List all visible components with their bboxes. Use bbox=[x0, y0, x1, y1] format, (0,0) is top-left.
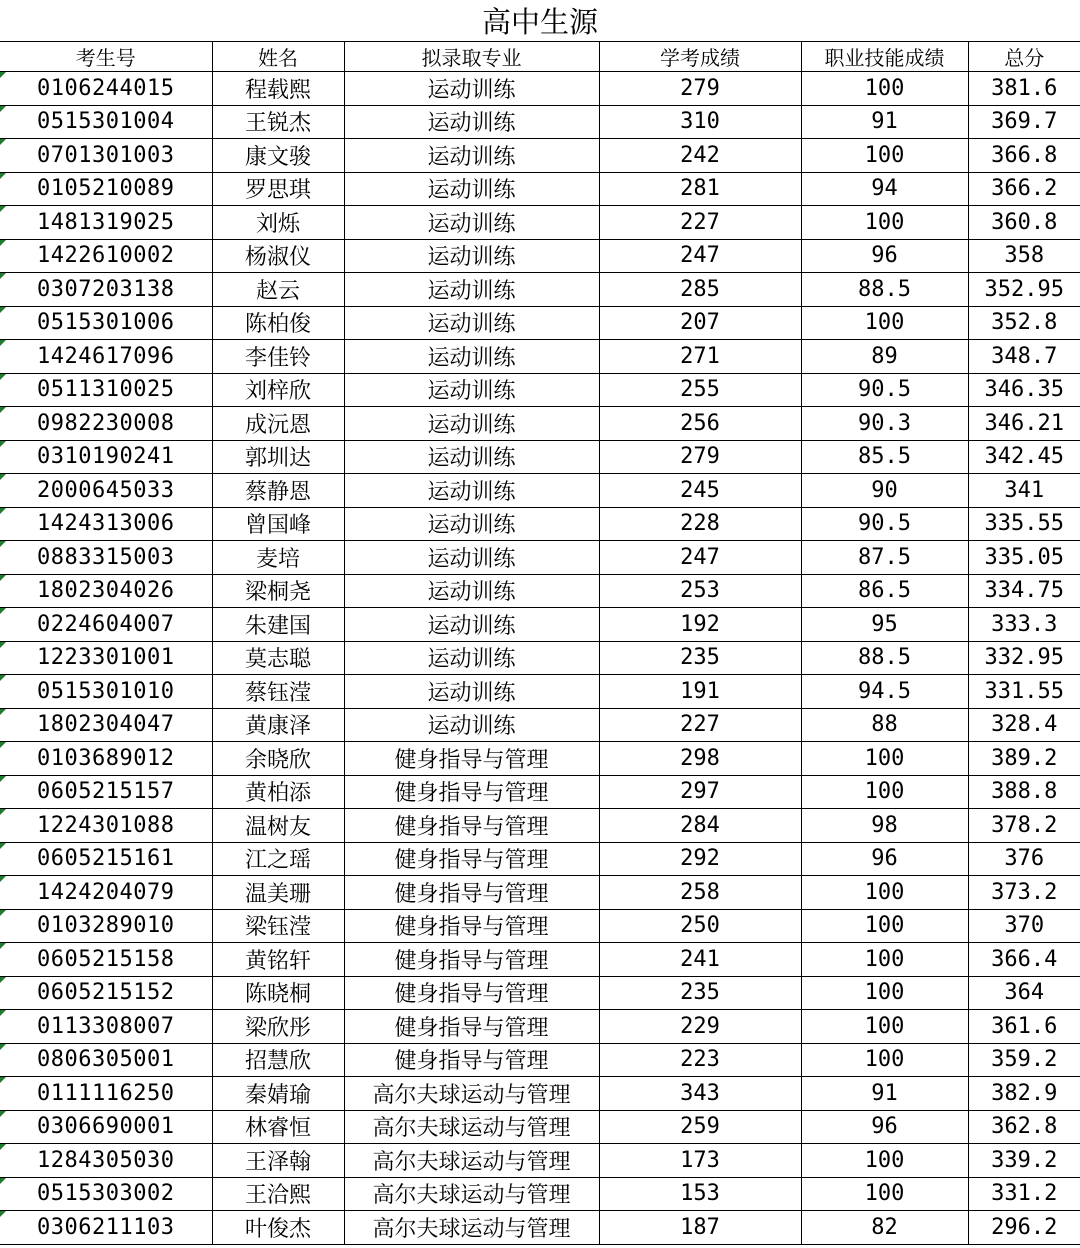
cell-major: 健身指导与管理 bbox=[344, 775, 599, 809]
cell-total-score: 376 bbox=[968, 842, 1080, 876]
cell-exam-id: 1224301088 bbox=[0, 809, 212, 843]
table-row bbox=[0, 440, 1080, 474]
cell-name: 朱建国 bbox=[212, 608, 344, 642]
cell-name: 王洽熙 bbox=[212, 1177, 344, 1211]
cell-total-score: 333.3 bbox=[968, 608, 1080, 642]
cell-exam-id: 0111116250 bbox=[0, 1077, 212, 1111]
cell-exam-id: 0605215157 bbox=[0, 775, 212, 809]
cell-skill-score: 100 bbox=[801, 1177, 968, 1211]
cell-total-score: 328.4 bbox=[968, 708, 1080, 742]
cell-major: 运动训练 bbox=[344, 574, 599, 608]
cell-exam-id: 0605215152 bbox=[0, 976, 212, 1010]
cell-exam-id: 1422610002 bbox=[0, 239, 212, 273]
cell-skill-score: 91 bbox=[801, 105, 968, 139]
cell-exam-id: 0515301006 bbox=[0, 306, 212, 340]
cell-academic-score: 253 bbox=[599, 574, 801, 608]
header-exam-id: 考生号 bbox=[0, 42, 212, 72]
cell-major: 运动训练 bbox=[344, 641, 599, 675]
cell-academic-score: 255 bbox=[599, 373, 801, 407]
cell-total-score: 335.05 bbox=[968, 541, 1080, 575]
cell-major: 健身指导与管理 bbox=[344, 742, 599, 776]
table-title: 高中生源 bbox=[0, 0, 1080, 42]
table-row bbox=[0, 608, 1080, 642]
cell-skill-score: 85.5 bbox=[801, 440, 968, 474]
cell-exam-id: 0515301004 bbox=[0, 105, 212, 139]
cell-skill-score: 87.5 bbox=[801, 541, 968, 575]
cell-exam-id: 0605215161 bbox=[0, 842, 212, 876]
cell-name: 王锐杰 bbox=[212, 105, 344, 139]
cell-total-score: 364 bbox=[968, 976, 1080, 1010]
cell-academic-score: 242 bbox=[599, 139, 801, 173]
cell-major: 健身指导与管理 bbox=[344, 876, 599, 910]
cell-exam-id: 1223301001 bbox=[0, 641, 212, 675]
cell-exam-id: 0306211103 bbox=[0, 1211, 212, 1245]
cell-name: 陈晓桐 bbox=[212, 976, 344, 1010]
cell-skill-score: 88.5 bbox=[801, 273, 968, 307]
cell-academic-score: 228 bbox=[599, 507, 801, 541]
cell-exam-id: 0103689012 bbox=[0, 742, 212, 776]
cell-skill-score: 90.5 bbox=[801, 507, 968, 541]
cell-skill-score: 100 bbox=[801, 775, 968, 809]
cell-skill-score: 88 bbox=[801, 708, 968, 742]
cell-total-score: 359.2 bbox=[968, 1043, 1080, 1077]
table-row bbox=[0, 474, 1080, 508]
cell-academic-score: 187 bbox=[599, 1211, 801, 1245]
cell-academic-score: 281 bbox=[599, 172, 801, 206]
cell-total-score: 369.7 bbox=[968, 105, 1080, 139]
cell-exam-id: 1802304047 bbox=[0, 708, 212, 742]
cell-name: 叶俊杰 bbox=[212, 1211, 344, 1245]
cell-name: 曾国峰 bbox=[212, 507, 344, 541]
cell-major: 运动训练 bbox=[344, 340, 599, 374]
table-row bbox=[0, 340, 1080, 374]
cell-skill-score: 96 bbox=[801, 239, 968, 273]
table-row bbox=[0, 541, 1080, 575]
table-row bbox=[0, 1043, 1080, 1077]
cell-academic-score: 235 bbox=[599, 641, 801, 675]
cell-academic-score: 259 bbox=[599, 1110, 801, 1144]
cell-academic-score: 207 bbox=[599, 306, 801, 340]
cell-academic-score: 292 bbox=[599, 842, 801, 876]
cell-exam-id: 0306690001 bbox=[0, 1110, 212, 1144]
cell-major: 健身指导与管理 bbox=[344, 943, 599, 977]
cell-major: 运动训练 bbox=[344, 139, 599, 173]
table-row bbox=[0, 775, 1080, 809]
cell-total-score: 346.21 bbox=[968, 407, 1080, 441]
cell-name: 梁欣彤 bbox=[212, 1010, 344, 1044]
cell-skill-score: 100 bbox=[801, 909, 968, 943]
table-row bbox=[0, 708, 1080, 742]
table-row bbox=[0, 172, 1080, 206]
cell-total-score: 370 bbox=[968, 909, 1080, 943]
table-row bbox=[0, 1077, 1080, 1111]
cell-total-score: 388.8 bbox=[968, 775, 1080, 809]
table-row bbox=[0, 206, 1080, 240]
cell-name: 郭圳达 bbox=[212, 440, 344, 474]
cell-skill-score: 100 bbox=[801, 306, 968, 340]
cell-skill-score: 100 bbox=[801, 742, 968, 776]
cell-exam-id: 0224604007 bbox=[0, 608, 212, 642]
cell-academic-score: 284 bbox=[599, 809, 801, 843]
table-row bbox=[0, 306, 1080, 340]
cell-exam-id: 0105210089 bbox=[0, 172, 212, 206]
cell-major: 健身指导与管理 bbox=[344, 809, 599, 843]
cell-total-score: 366.8 bbox=[968, 139, 1080, 173]
cell-name: 成沅恩 bbox=[212, 407, 344, 441]
table-row bbox=[0, 641, 1080, 675]
cell-major: 健身指导与管理 bbox=[344, 976, 599, 1010]
cell-academic-score: 279 bbox=[599, 72, 801, 106]
cell-major: 健身指导与管理 bbox=[344, 1043, 599, 1077]
cell-skill-score: 90.5 bbox=[801, 373, 968, 407]
cell-total-score: 296.2 bbox=[968, 1211, 1080, 1245]
cell-total-score: 339.2 bbox=[968, 1144, 1080, 1178]
cell-name: 康文骏 bbox=[212, 139, 344, 173]
cell-exam-id: 0103289010 bbox=[0, 909, 212, 943]
cell-academic-score: 256 bbox=[599, 407, 801, 441]
table-row bbox=[0, 876, 1080, 910]
table-row bbox=[0, 72, 1080, 106]
cell-academic-score: 298 bbox=[599, 742, 801, 776]
cell-name: 招慧欣 bbox=[212, 1043, 344, 1077]
table-row bbox=[0, 943, 1080, 977]
table-body bbox=[0, 72, 1080, 1245]
cell-major: 运动训练 bbox=[344, 239, 599, 273]
cell-skill-score: 100 bbox=[801, 1043, 968, 1077]
cell-major: 运动训练 bbox=[344, 440, 599, 474]
cell-skill-score: 91 bbox=[801, 1077, 968, 1111]
cell-name: 余晓欣 bbox=[212, 742, 344, 776]
cell-name: 黄铭轩 bbox=[212, 943, 344, 977]
cell-exam-id: 1481319025 bbox=[0, 206, 212, 240]
cell-academic-score: 153 bbox=[599, 1177, 801, 1211]
table-row bbox=[0, 105, 1080, 139]
cell-academic-score: 271 bbox=[599, 340, 801, 374]
cell-academic-score: 227 bbox=[599, 206, 801, 240]
header-name: 姓名 bbox=[212, 42, 344, 72]
cell-skill-score: 100 bbox=[801, 206, 968, 240]
cell-total-score: 352.8 bbox=[968, 306, 1080, 340]
cell-academic-score: 247 bbox=[599, 541, 801, 575]
cell-major: 高尔夫球运动与管理 bbox=[344, 1177, 599, 1211]
cell-academic-score: 279 bbox=[599, 440, 801, 474]
cell-major: 运动训练 bbox=[344, 608, 599, 642]
cell-exam-id: 0515303002 bbox=[0, 1177, 212, 1211]
header-academic-score: 学考成绩 bbox=[599, 42, 801, 72]
cell-name: 刘烁 bbox=[212, 206, 344, 240]
cell-name: 蔡静恩 bbox=[212, 474, 344, 508]
cell-exam-id: 0982230008 bbox=[0, 407, 212, 441]
cell-exam-id: 0605215158 bbox=[0, 943, 212, 977]
table-row bbox=[0, 976, 1080, 1010]
cell-exam-id: 1424617096 bbox=[0, 340, 212, 374]
cell-name: 刘梓欣 bbox=[212, 373, 344, 407]
cell-major: 运动训练 bbox=[344, 675, 599, 709]
cell-major: 高尔夫球运动与管理 bbox=[344, 1144, 599, 1178]
cell-total-score: 341 bbox=[968, 474, 1080, 508]
cell-name: 罗思琪 bbox=[212, 172, 344, 206]
cell-academic-score: 173 bbox=[599, 1144, 801, 1178]
cell-name: 赵云 bbox=[212, 273, 344, 307]
table-row bbox=[0, 909, 1080, 943]
cell-exam-id: 0515301010 bbox=[0, 675, 212, 709]
cell-total-score: 366.2 bbox=[968, 172, 1080, 206]
cell-major: 运动训练 bbox=[344, 306, 599, 340]
cell-skill-score: 100 bbox=[801, 139, 968, 173]
cell-exam-id: 0106244015 bbox=[0, 72, 212, 106]
cell-major: 健身指导与管理 bbox=[344, 1010, 599, 1044]
table-row bbox=[0, 574, 1080, 608]
table-row bbox=[0, 1010, 1080, 1044]
cell-exam-id: 1802304026 bbox=[0, 574, 212, 608]
header-skill-score: 职业技能成绩 bbox=[801, 42, 968, 72]
cell-academic-score: 227 bbox=[599, 708, 801, 742]
cell-name: 黄康泽 bbox=[212, 708, 344, 742]
cell-major: 运动训练 bbox=[344, 474, 599, 508]
table-row bbox=[0, 809, 1080, 843]
cell-name: 林睿恒 bbox=[212, 1110, 344, 1144]
cell-total-score: 378.2 bbox=[968, 809, 1080, 843]
cell-exam-id: 2000645033 bbox=[0, 474, 212, 508]
cell-skill-score: 82 bbox=[801, 1211, 968, 1245]
table-row bbox=[0, 273, 1080, 307]
cell-total-score: 342.45 bbox=[968, 440, 1080, 474]
table-row bbox=[0, 507, 1080, 541]
table-row bbox=[0, 1211, 1080, 1245]
cell-total-score: 332.95 bbox=[968, 641, 1080, 675]
cell-major: 高尔夫球运动与管理 bbox=[344, 1211, 599, 1245]
table-row bbox=[0, 407, 1080, 441]
cell-total-score: 361.6 bbox=[968, 1010, 1080, 1044]
cell-skill-score: 86.5 bbox=[801, 574, 968, 608]
cell-total-score: 362.8 bbox=[968, 1110, 1080, 1144]
cell-exam-id: 0113308007 bbox=[0, 1010, 212, 1044]
cell-exam-id: 0307203138 bbox=[0, 273, 212, 307]
cell-skill-score: 100 bbox=[801, 976, 968, 1010]
cell-total-score: 389.2 bbox=[968, 742, 1080, 776]
cell-exam-id: 0806305001 bbox=[0, 1043, 212, 1077]
cell-total-score: 352.95 bbox=[968, 273, 1080, 307]
cell-skill-score: 100 bbox=[801, 1144, 968, 1178]
cell-skill-score: 96 bbox=[801, 1110, 968, 1144]
table-row bbox=[0, 675, 1080, 709]
cell-total-score: 373.2 bbox=[968, 876, 1080, 910]
cell-major: 运动训练 bbox=[344, 206, 599, 240]
cell-major: 运动训练 bbox=[344, 273, 599, 307]
table-row bbox=[0, 373, 1080, 407]
cell-name: 莫志聪 bbox=[212, 641, 344, 675]
cell-academic-score: 258 bbox=[599, 876, 801, 910]
cell-name: 麦培 bbox=[212, 541, 344, 575]
cell-major: 运动训练 bbox=[344, 172, 599, 206]
cell-academic-score: 285 bbox=[599, 273, 801, 307]
cell-major: 运动训练 bbox=[344, 373, 599, 407]
cell-academic-score: 241 bbox=[599, 943, 801, 977]
cell-skill-score: 100 bbox=[801, 943, 968, 977]
cell-academic-score: 245 bbox=[599, 474, 801, 508]
title-row bbox=[0, 0, 1080, 42]
cell-major: 运动训练 bbox=[344, 105, 599, 139]
cell-name: 李佳铃 bbox=[212, 340, 344, 374]
cell-major: 健身指导与管理 bbox=[344, 909, 599, 943]
header-total-score: 总分 bbox=[968, 42, 1080, 72]
cell-skill-score: 98 bbox=[801, 809, 968, 843]
cell-academic-score: 310 bbox=[599, 105, 801, 139]
cell-exam-id: 0701301003 bbox=[0, 139, 212, 173]
cell-total-score: 382.9 bbox=[968, 1077, 1080, 1111]
table-row bbox=[0, 239, 1080, 273]
cell-skill-score: 94 bbox=[801, 172, 968, 206]
cell-skill-score: 89 bbox=[801, 340, 968, 374]
cell-skill-score: 88.5 bbox=[801, 641, 968, 675]
cell-skill-score: 100 bbox=[801, 876, 968, 910]
cell-academic-score: 250 bbox=[599, 909, 801, 943]
cell-name: 梁桐尧 bbox=[212, 574, 344, 608]
cell-name: 江之瑶 bbox=[212, 842, 344, 876]
cell-skill-score: 94.5 bbox=[801, 675, 968, 709]
cell-major: 运动训练 bbox=[344, 407, 599, 441]
cell-skill-score: 96 bbox=[801, 842, 968, 876]
header-major: 拟录取专业 bbox=[344, 42, 599, 72]
cell-academic-score: 343 bbox=[599, 1077, 801, 1111]
cell-skill-score: 95 bbox=[801, 608, 968, 642]
cell-academic-score: 191 bbox=[599, 675, 801, 709]
cell-name: 温树友 bbox=[212, 809, 344, 843]
cell-major: 运动训练 bbox=[344, 72, 599, 106]
cell-name: 梁钰滢 bbox=[212, 909, 344, 943]
cell-name: 程载熙 bbox=[212, 72, 344, 106]
cell-major: 运动训练 bbox=[344, 541, 599, 575]
cell-academic-score: 247 bbox=[599, 239, 801, 273]
table-row bbox=[0, 139, 1080, 173]
table-row bbox=[0, 1177, 1080, 1211]
cell-major: 运动训练 bbox=[344, 507, 599, 541]
cell-skill-score: 100 bbox=[801, 1010, 968, 1044]
cell-total-score: 381.6 bbox=[968, 72, 1080, 106]
cell-major: 运动训练 bbox=[344, 708, 599, 742]
table-row bbox=[0, 1110, 1080, 1144]
cell-total-score: 348.7 bbox=[968, 340, 1080, 374]
cell-exam-id: 0310190241 bbox=[0, 440, 212, 474]
cell-exam-id: 1424204079 bbox=[0, 876, 212, 910]
cell-academic-score: 297 bbox=[599, 775, 801, 809]
cell-exam-id: 1284305030 bbox=[0, 1144, 212, 1178]
cell-total-score: 360.8 bbox=[968, 206, 1080, 240]
cell-total-score: 331.55 bbox=[968, 675, 1080, 709]
cell-skill-score: 90 bbox=[801, 474, 968, 508]
cell-skill-score: 100 bbox=[801, 72, 968, 106]
cell-major: 高尔夫球运动与管理 bbox=[344, 1110, 599, 1144]
cell-academic-score: 229 bbox=[599, 1010, 801, 1044]
table-row bbox=[0, 842, 1080, 876]
cell-total-score: 331.2 bbox=[968, 1177, 1080, 1211]
cell-name: 温美珊 bbox=[212, 876, 344, 910]
cell-academic-score: 235 bbox=[599, 976, 801, 1010]
cell-total-score: 335.55 bbox=[968, 507, 1080, 541]
table-row bbox=[0, 1144, 1080, 1178]
cell-name: 杨淑仪 bbox=[212, 239, 344, 273]
cell-exam-id: 0511310025 bbox=[0, 373, 212, 407]
header-row bbox=[0, 42, 1080, 72]
cell-exam-id: 0883315003 bbox=[0, 541, 212, 575]
cell-total-score: 334.75 bbox=[968, 574, 1080, 608]
cell-name: 陈柏俊 bbox=[212, 306, 344, 340]
cell-name: 蔡钰滢 bbox=[212, 675, 344, 709]
cell-major: 健身指导与管理 bbox=[344, 842, 599, 876]
cell-total-score: 346.35 bbox=[968, 373, 1080, 407]
cell-skill-score: 90.3 bbox=[801, 407, 968, 441]
cell-academic-score: 192 bbox=[599, 608, 801, 642]
cell-major: 高尔夫球运动与管理 bbox=[344, 1077, 599, 1111]
cell-name: 王泽翰 bbox=[212, 1144, 344, 1178]
cell-name: 黄柏添 bbox=[212, 775, 344, 809]
cell-exam-id: 1424313006 bbox=[0, 507, 212, 541]
cell-name: 秦婧瑜 bbox=[212, 1077, 344, 1111]
cell-total-score: 358 bbox=[968, 239, 1080, 273]
cell-total-score: 366.4 bbox=[968, 943, 1080, 977]
cell-academic-score: 223 bbox=[599, 1043, 801, 1077]
table-row bbox=[0, 742, 1080, 776]
